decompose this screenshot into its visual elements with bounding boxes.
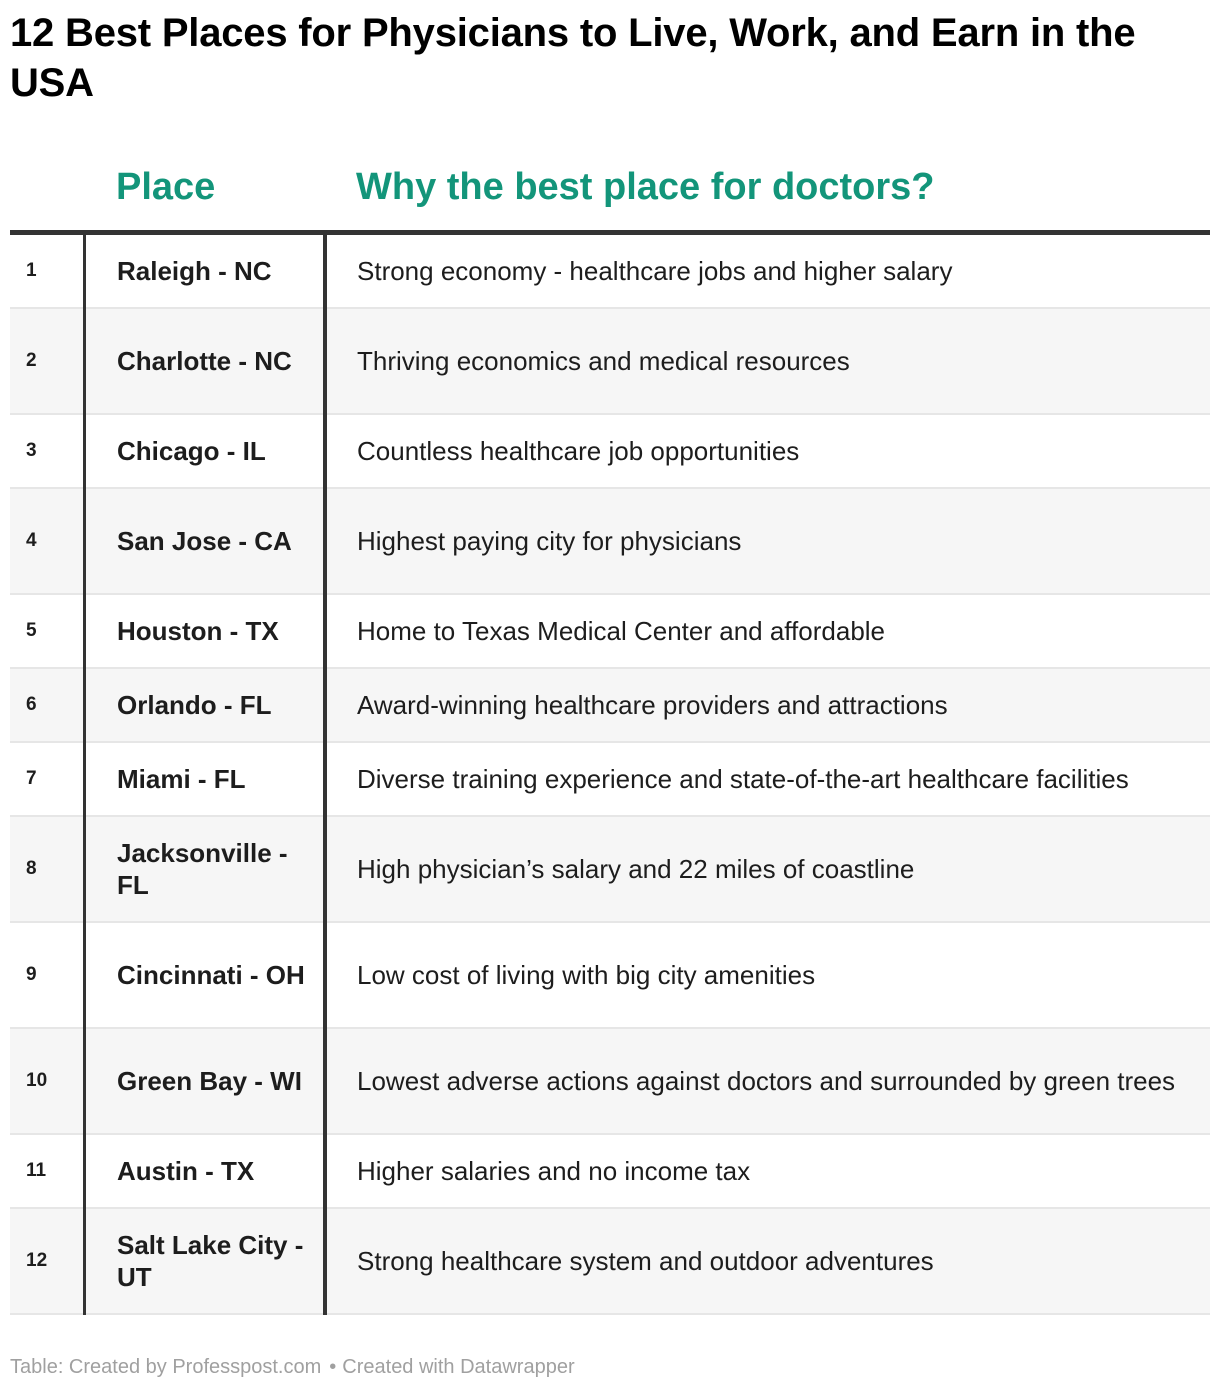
reason-cell: Thriving economics and medical resources — [357, 346, 850, 376]
column-header-place: Place — [116, 166, 216, 208]
footer-separator: • — [329, 1356, 337, 1378]
table-title: 12 Best Places for Physicians to Live, Work, and Earn in the USA — [10, 11, 1136, 105]
table-header — [10, 150, 1210, 235]
table-row — [10, 923, 1210, 1029]
place-cell: Orlando - FL — [117, 690, 272, 720]
reason-cell: Higher salaries and no income tax — [357, 1156, 751, 1186]
table-body — [10, 235, 1210, 1315]
place-cell: Miami - FL — [117, 764, 246, 794]
table-row — [10, 235, 1210, 309]
place-cell: Salt Lake City - UT — [117, 1230, 304, 1292]
place-cell: Chicago - IL — [117, 436, 266, 466]
place-cell: Charlotte - NC — [117, 346, 292, 376]
place-cell: Houston - TX — [117, 616, 279, 646]
source-note: Table: Created by Professpost.com — [10, 1356, 322, 1378]
rank-cell: 2 — [26, 350, 37, 371]
rank-cell: 4 — [26, 530, 37, 551]
table-row — [10, 743, 1210, 817]
rank-cell: 3 — [26, 440, 37, 461]
reason-cell: Strong economy - healthcare jobs and higher salary — [357, 256, 953, 286]
rank-cell: 5 — [26, 620, 37, 641]
table-row — [10, 1029, 1210, 1135]
rank-cell: 8 — [26, 858, 37, 879]
table-row — [10, 817, 1210, 923]
rank-cell: 6 — [26, 694, 37, 715]
table-row — [10, 489, 1210, 595]
credit-note: Created with Datawrapper — [342, 1356, 575, 1378]
reason-cell: High physician’s salary and 22 miles of coastline — [357, 854, 915, 884]
reason-cell: Strong healthcare system and outdoor adventures — [357, 1246, 934, 1276]
table-row — [10, 595, 1210, 669]
column-divider-place — [323, 235, 327, 1315]
place-cell: Raleigh - NC — [117, 256, 272, 286]
table-footer — [10, 1354, 575, 1380]
table-row — [10, 415, 1210, 489]
place-cell: Cincinnati - OH — [117, 960, 305, 990]
reason-cell: Highest paying city for physicians — [357, 526, 742, 556]
rank-cell: 10 — [26, 1070, 48, 1091]
reason-cell: Low cost of living with big city amenities — [357, 960, 816, 990]
rank-cell: 1 — [26, 260, 37, 281]
reason-cell: Lowest adverse actions against doctors and surrounded by green trees — [357, 1066, 1176, 1096]
reason-cell: Award-winning healthcare providers and attractions — [357, 690, 948, 720]
place-cell: Jacksonville - FL — [117, 838, 288, 900]
rank-cell: 7 — [26, 768, 37, 789]
table-row — [10, 1209, 1210, 1315]
reason-cell: Countless healthcare job opportunities — [357, 436, 800, 466]
rank-cell: 9 — [26, 964, 37, 985]
rank-cell: 11 — [26, 1160, 47, 1181]
column-header-why: Why the best place for doctors? — [356, 166, 935, 208]
rank-cell: 12 — [26, 1250, 48, 1271]
column-divider-rank — [83, 235, 86, 1315]
places-table — [10, 150, 1210, 1315]
table-row — [10, 1135, 1210, 1209]
place-cell: San Jose - CA — [117, 526, 292, 556]
place-cell: Green Bay - WI — [117, 1066, 302, 1096]
table-row — [10, 309, 1210, 415]
reason-cell: Home to Texas Medical Center and affordable — [357, 616, 886, 646]
table-row — [10, 669, 1210, 743]
place-cell: Austin - TX — [117, 1156, 255, 1186]
reason-cell: Diverse training experience and state-of-the-art healthcare facilities — [357, 764, 1129, 794]
